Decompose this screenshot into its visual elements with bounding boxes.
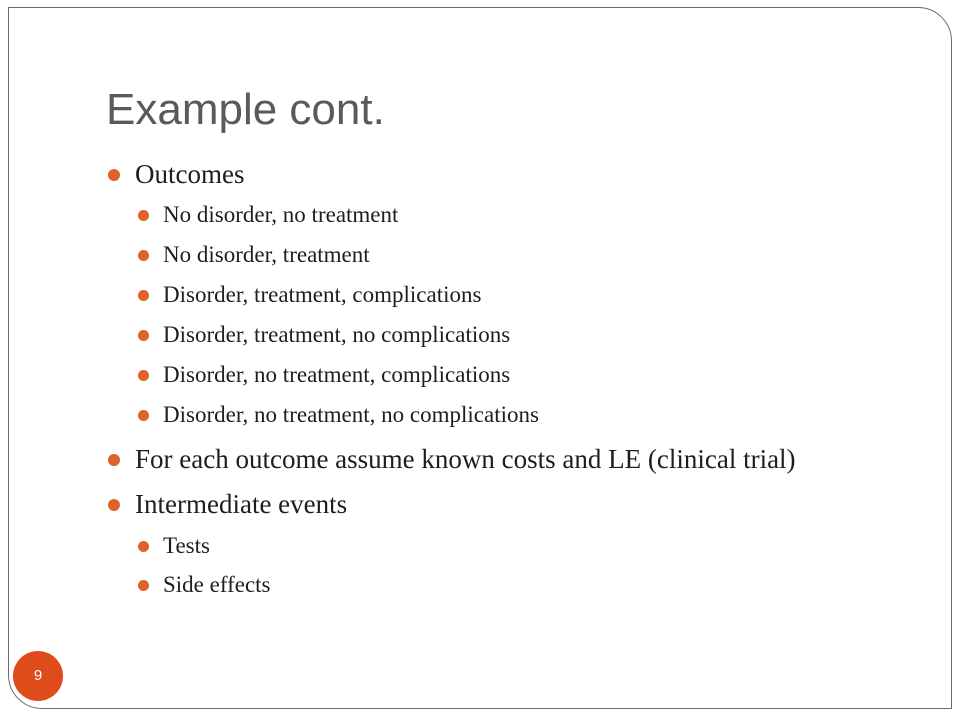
sub-bullet-item <box>163 321 510 349</box>
bullet-text: Tests <box>163 533 210 558</box>
bullet-item-intermediate-events <box>135 488 347 520</box>
bullet-item-costs <box>135 443 796 475</box>
bullet-text: Side effects <box>163 572 271 597</box>
bullet-text: Disorder, treatment, complications <box>163 282 482 307</box>
bullet-text: No disorder, treatment <box>163 242 370 267</box>
sub-bullet-item <box>163 532 210 560</box>
bullet-item-outcomes <box>135 158 244 190</box>
sub-bullet-item <box>163 281 481 309</box>
sub-bullet-item <box>163 571 271 599</box>
sub-bullet-item <box>163 401 539 429</box>
bullet-dot-icon <box>108 454 120 466</box>
bullet-dot-icon <box>138 330 149 341</box>
bullet-dot-icon <box>138 410 149 421</box>
bullet-dot-icon <box>138 370 149 381</box>
bullet-dot-icon <box>108 499 120 511</box>
bullet-text: Disorder, treatment, no complications <box>163 322 511 347</box>
bullet-text: Outcomes <box>135 159 245 189</box>
bullet-text: No disorder, no treatment <box>163 202 399 227</box>
bullet-dot-icon <box>138 290 149 301</box>
sub-bullet-item <box>163 241 370 269</box>
sub-bullet-item <box>163 201 398 229</box>
bullet-dot-icon <box>138 250 149 261</box>
sub-bullet-item <box>163 361 510 389</box>
bullet-text: Disorder, no treatment, complications <box>163 362 511 387</box>
bullet-text: Intermediate events <box>135 489 348 519</box>
page-number-badge: 9 <box>13 651 63 701</box>
slide-title: Example cont. <box>106 85 385 134</box>
bullet-text: Disorder, no treatment, no complications <box>163 402 539 427</box>
bullet-dot-icon <box>138 210 149 221</box>
bullet-text: For each outcome assume known costs and LE (clinical trial) <box>135 444 796 474</box>
bullet-dot-icon <box>138 580 149 591</box>
bullet-dot-icon <box>108 169 120 181</box>
bullet-dot-icon <box>138 541 149 552</box>
